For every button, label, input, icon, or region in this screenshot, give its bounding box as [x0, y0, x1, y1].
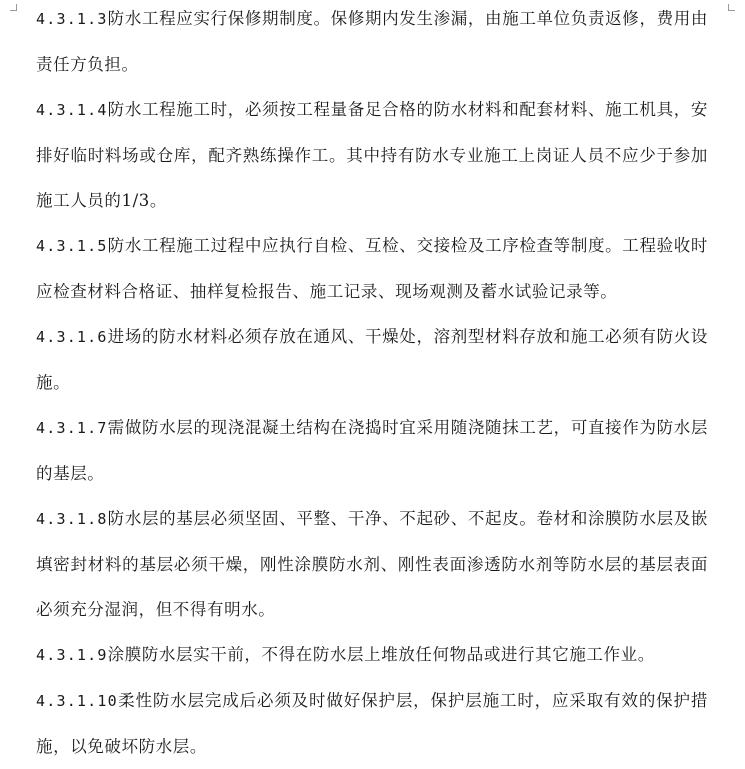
clause-4-3-1-10 [36, 678, 708, 769]
clause-text: 防水工程施工时，必须按工程量备足合格的防水材料和配套材料、施工机具，安排好临时料场或仓库，配齐熟练操作工。其中持有防水专业施工上岗证人员不应少于参加施工人员的1/3。 [36, 100, 708, 210]
clause-number: 4.3.1.10 [36, 692, 118, 710]
clause-number: 4.3.1.3 [36, 10, 108, 28]
clause-text: 防水工程施工过程中应执行自检、互检、交接检及工序检查等制度。工程验收时应检查材料合格证、抽样复检报告、施工记录、现场观测及蓄水试验记录等。 [36, 236, 708, 301]
document-body [36, 0, 708, 769]
clause-4-3-1-7 [36, 405, 708, 496]
clause-4-3-1-3 [36, 0, 708, 87]
clause-number: 4.3.1.8 [36, 510, 108, 528]
clause-4-3-1-4 [36, 87, 708, 223]
clause-text: 需做防水层的现浇混凝土结构在浇捣时宜采用随浇随抹工艺，可直接作为防水层的基层。 [36, 418, 708, 483]
clause-4-3-1-9 [36, 632, 708, 678]
clause-number: 4.3.1.9 [36, 646, 108, 664]
clause-text: 防水工程应实行保修期制度。保修期内发生渗漏，由施工单位负责返修，费用由责任方负担。 [36, 9, 708, 74]
clause-4-3-1-5 [36, 223, 708, 314]
clause-number: 4.3.1.4 [36, 101, 108, 119]
clause-4-3-1-8 [36, 496, 708, 632]
clause-number: 4.3.1.6 [36, 328, 108, 346]
clause-4-3-1-6 [36, 314, 708, 405]
page-corner-mark-right [728, 4, 735, 11]
clause-text: 涂膜防水层实干前，不得在防水层上堆放任何物品或进行其它施工作业。 [107, 645, 655, 664]
clause-number: 4.3.1.5 [36, 237, 108, 255]
clause-text: 防水层的基层必须坚固、平整、干净、不起砂、不起皮。卷材和涂膜防水层及嵌填密封材料的基层必须干燥，刚性涂膜防水剂、刚性表面渗透防水剂等防水层的基层表面必须充分湿润，但不得有明水。 [36, 509, 708, 619]
page-corner-mark-left [10, 4, 17, 11]
clause-number: 4.3.1.7 [36, 419, 108, 437]
clause-text: 柔性防水层完成后必须及时做好保护层，保护层施工时，应采取有效的保护措施，以免破坏防水层。 [36, 691, 708, 756]
clause-text: 进场的防水材料必须存放在通风、干燥处，溶剂型材料存放和施工必须有防火设施。 [36, 327, 708, 392]
